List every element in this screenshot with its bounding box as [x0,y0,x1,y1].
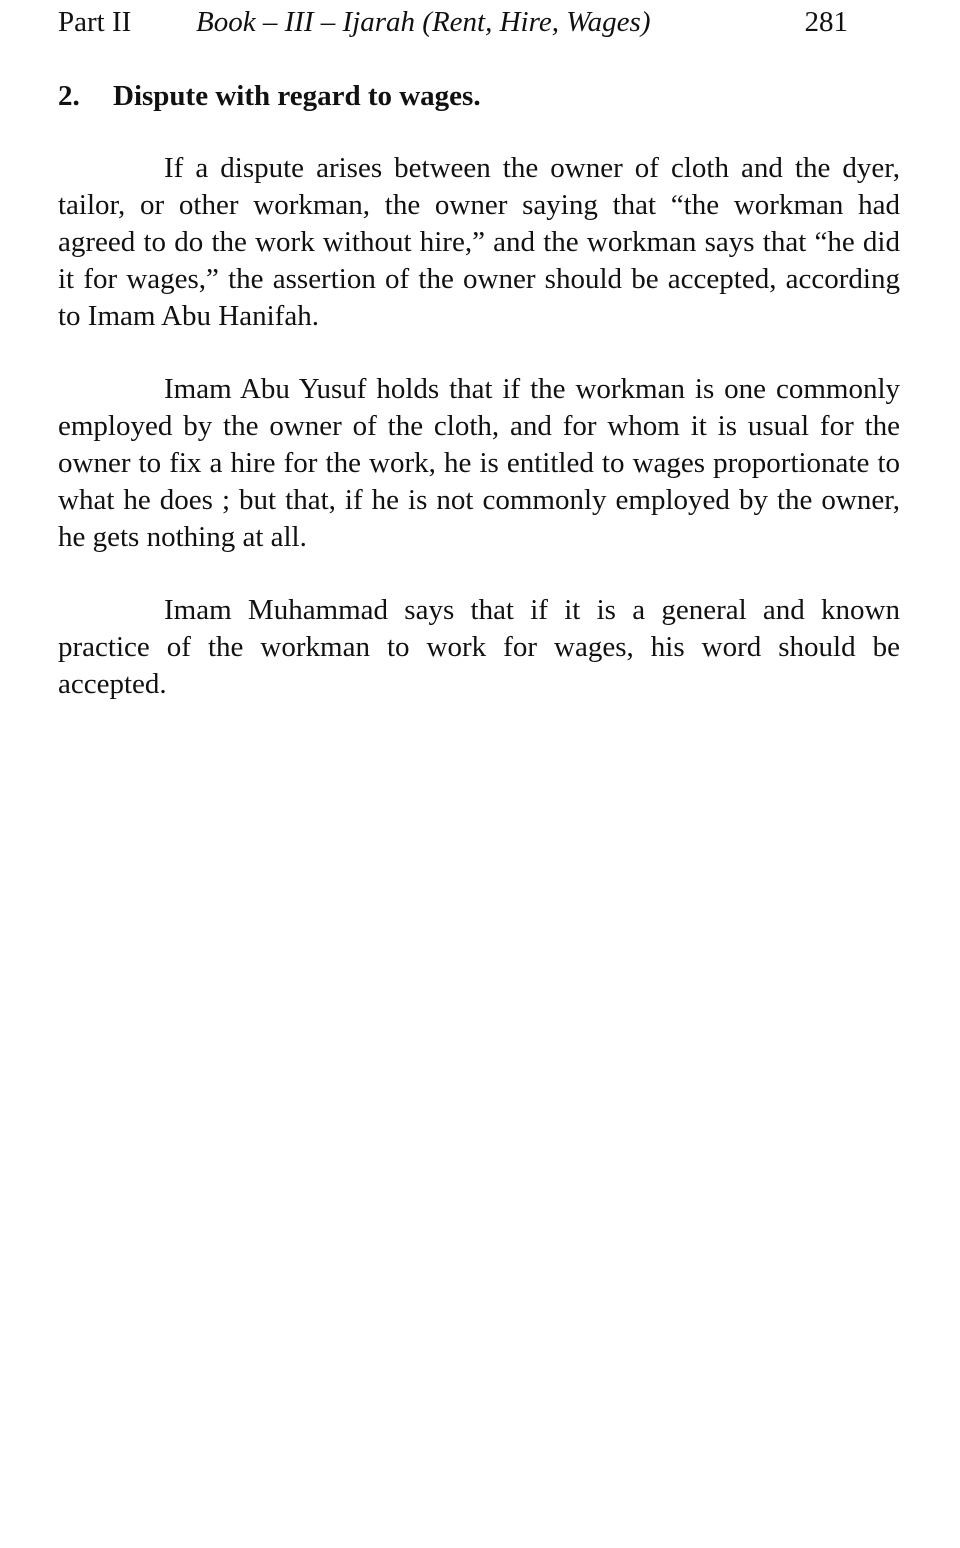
page-number: 281 [804,6,848,38]
paragraph-abu-yusuf: Imam Abu Yusuf holds that if the workman is one commonly employed by the owner of the cloth, and for whom it is usual for the owner to fix a hire for the work, he is entitled to wages proportionate to what he does ; but that, if he is not commonly employed by the owner, he gets nothing at all. [58,373,900,553]
paragraph-muhammad: Imam Muhammad says that if it is a general and known practice of the workman to work for wages, his word should be accepted. [58,594,900,700]
section-number: 2. [58,80,80,112]
running-head-part: Part II [58,6,132,38]
paragraph-abu-hanifah: If a dispute arises between the owner of cloth and the dyer, tailor, or other workman, the owner saying that “the workman had agreed to do the work without hire,” and the workman says that “he did it for wages,” the assertion of the owner should be accepted, according to Imam Abu Hanifah. [58,152,900,332]
section-heading [58,76,481,116]
running-head [58,2,848,42]
running-head-title: Book – III – Ijarah (Rent, Hire, Wages) [196,6,651,38]
section-title: Dispute with regard to wages. [113,80,481,112]
